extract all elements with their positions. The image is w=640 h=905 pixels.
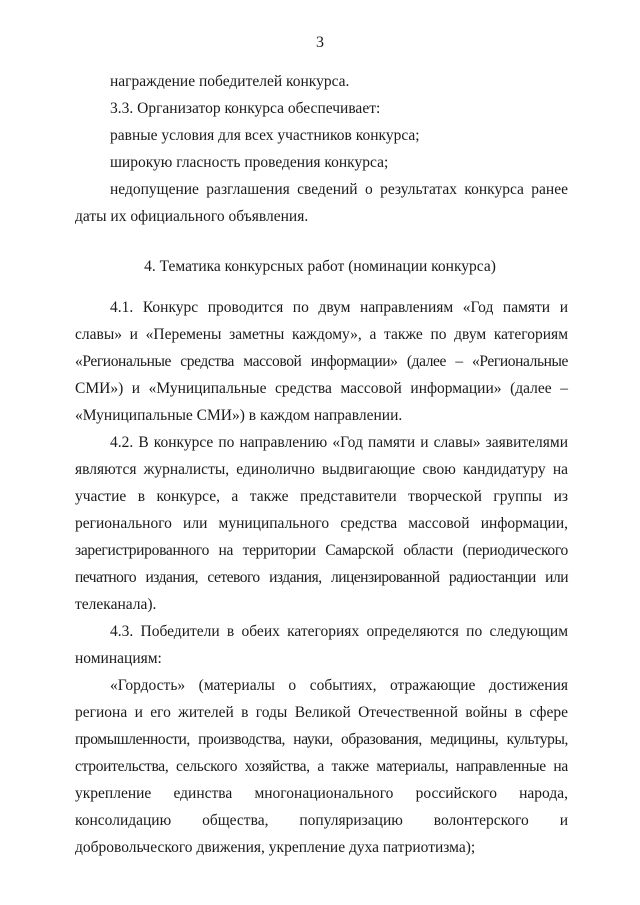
text-line: широкую гласность проведения конкурса; — [110, 154, 389, 171]
nomination-line: «Гордость» (материалы о событиях, отражающие достижения — [110, 677, 568, 694]
paragraph-4-1-line: «Муниципальные СМИ») в каждом направлении. — [75, 407, 403, 424]
nomination-line: добровольческого движения, укрепление духа патриотизма); — [75, 839, 476, 856]
paragraph-4-2-line: зарегистрированного на территории Самарской области (периодического — [75, 542, 568, 559]
nomination-line: региона и его жителей в годы Великой Отечественной войны в сфере — [75, 704, 568, 721]
text-line: награждение победителей конкурса. — [110, 73, 350, 90]
nomination-line: промышленности, производства, науки, образования, медицины, культуры, — [75, 731, 568, 748]
nomination-line: консолидацию общества, популяризацию волонтерского и — [75, 812, 568, 829]
paragraph-4-2-line: телеканала). — [75, 596, 157, 613]
paragraph-4-3-line: номинациям: — [75, 650, 162, 667]
nomination-line: строительства, сельского хозяйства, а также материалы, направленные на — [75, 758, 568, 775]
paragraph-4-1-line: «Региональные средства массовой информации» (далее – «Региональные — [75, 353, 568, 370]
nomination-line: укрепление единства многонационального российского народа, — [75, 785, 568, 802]
paragraph-4-1-line: СМИ») и «Муниципальные средства массовой информации» (далее – — [75, 380, 568, 397]
paragraph-4-2-line: печатного издания, сетевого издания, лицензированной радиостанции или — [75, 569, 568, 586]
paragraph-4-2-line: 4.2. В конкурсе по направлению «Год памяти и славы» заявителями — [110, 434, 568, 451]
text-line: недопущение разглашения сведений о результатах конкурса ранее — [110, 181, 568, 198]
paragraph-4-2-line: регионального или муниципального средства массовой информации, — [75, 515, 568, 532]
section-3-3-heading: 3.3. Организатор конкурса обеспечивает: — [110, 100, 381, 117]
paragraph-4-3-line: 4.3. Победители в обеих категориях определяются по следующим — [110, 623, 568, 640]
section-4-heading: 4. Тематика конкурсных работ (номинации конкурса) — [144, 258, 496, 275]
text-line: равные условия для всех участников конкурса; — [110, 127, 420, 144]
paragraph-4-1-line: славы» и «Перемены заметны каждому», а также по двум категориям — [75, 326, 568, 343]
paragraph-4-1-line: 4.1. Конкурс проводится по двум направлениям «Год памяти и — [110, 299, 568, 316]
text-line: даты их официального объявления. — [75, 208, 309, 225]
paragraph-4-2-line: участие в конкурсе, а также представители творческой группы из — [75, 488, 568, 505]
paragraph-4-2-line: являются журналисты, единолично выдвигающие свою кандидатуру на — [75, 461, 568, 478]
page-number: 3 — [316, 34, 324, 51]
